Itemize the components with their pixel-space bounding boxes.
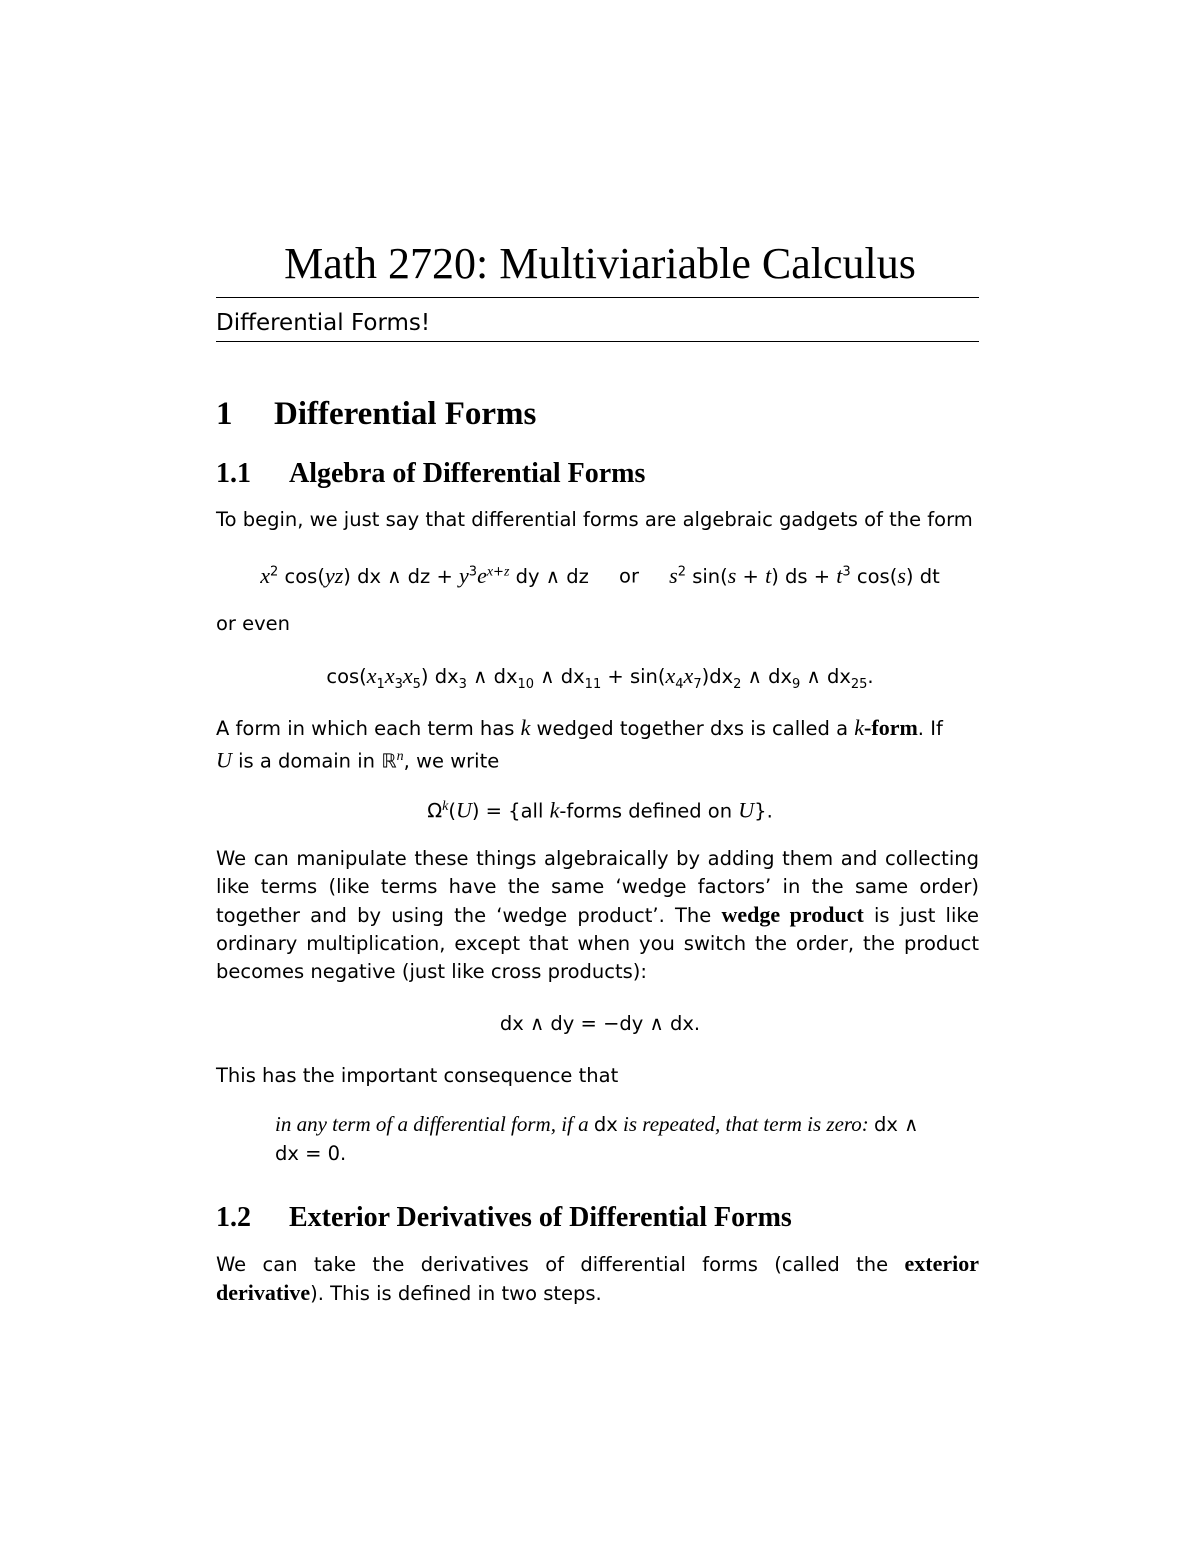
k-form-text: A form in which each term has xyxy=(216,717,521,740)
statement-text: is repeated, that term is zero: xyxy=(617,1112,875,1136)
domain-text: is a domain in ℝ xyxy=(231,749,397,773)
wedge-product-term: wedge product xyxy=(721,902,864,927)
equation-three-form-example: $\cos(x_1x_3x_5)$ $dx_3$ ∧ $dx_{10}$ ∧ $dx_{11} + \sin(x_4x_7)dx_2$ ∧ $dx_9$ ∧ $dx_{25}$. xyxy=(326,663,874,692)
document-subtitle: Differential Forms! xyxy=(216,310,431,336)
section-1-1-heading xyxy=(216,456,645,492)
subsection-number: 1.1 xyxy=(216,458,251,489)
equation-anticommutativity: dx ∧ dy = −dy ∧ dx. xyxy=(499,1012,701,1035)
equation-omega-k: $\Omega^k(U) = \{all$ k-forms defined on U}. xyxy=(427,797,773,823)
equation-forms-example xyxy=(0,557,1200,592)
k-form-text: wedged together dxs is called a xyxy=(530,717,855,740)
subsection-title: Exterior Derivatives of Differential Forms xyxy=(289,1202,792,1233)
subsection-number: 1.2 xyxy=(216,1202,251,1233)
k-form-term: -form xyxy=(864,715,918,740)
dimension-symbol: n xyxy=(396,749,404,764)
or-even-text: or even xyxy=(216,612,291,635)
statement-math: dx xyxy=(593,1113,618,1136)
consequence-text: This has the important consequence that xyxy=(216,1064,619,1087)
title-rule-top xyxy=(216,297,979,298)
exterior-derivative-paragraph xyxy=(216,1250,979,1308)
equation-forms-example-right: $s^2$ sin(s + t) ds + $t^3$ cos(s) dt xyxy=(669,562,940,588)
statement-math: dx ∧ dx = 0. xyxy=(275,1113,919,1165)
domain-symbol: U xyxy=(216,747,232,773)
section-title: Differential Forms xyxy=(274,396,537,432)
document-title: Math 2720: Multiviariable Calculus xyxy=(284,239,916,288)
intro-paragraph: To begin, we just say that differential forms are algebraic gadgets of the form xyxy=(216,508,973,531)
repeated-dx-statement xyxy=(275,1110,935,1168)
domain-text: , we write xyxy=(403,749,500,773)
k-symbol: k xyxy=(854,715,865,740)
section-1-2-heading xyxy=(216,1200,792,1236)
wedge-product-paragraph xyxy=(216,845,979,986)
section-number: 1 xyxy=(216,396,233,432)
title-rule-bottom xyxy=(216,341,979,342)
section-1-heading xyxy=(216,393,536,435)
k-form-text: . If xyxy=(917,717,943,740)
equation-or: or xyxy=(619,564,639,588)
subsection-title: Algebra of Differential Forms xyxy=(289,458,646,489)
equation-forms-example-left: $x^2$ cos(yz) dx ∧ dz + $y^3e^{x+z}$ dy ∧ dz xyxy=(260,562,589,588)
exterior-derivative-term: exterior derivative xyxy=(216,1251,979,1305)
wedge-product-text: is just like ordinary multiplication, except that when you switch the order, the product becomes negative (just like cross products): xyxy=(216,904,979,983)
exterior-derivative-text: ). This is defined in two steps. xyxy=(310,1282,602,1305)
k-form-definition xyxy=(216,714,979,776)
k-symbol: k xyxy=(520,715,531,740)
wedge-product-text: We can manipulate these things algebraically by adding them and collecting like terms (like terms have the same ‘wedge factors’ in the same order) together and by using the ‘wedge product’. The xyxy=(216,847,979,927)
statement-text: in any term of a differential form, if a xyxy=(275,1112,594,1136)
exterior-derivative-text: We can take the derivatives of differential forms (called the xyxy=(216,1253,905,1276)
